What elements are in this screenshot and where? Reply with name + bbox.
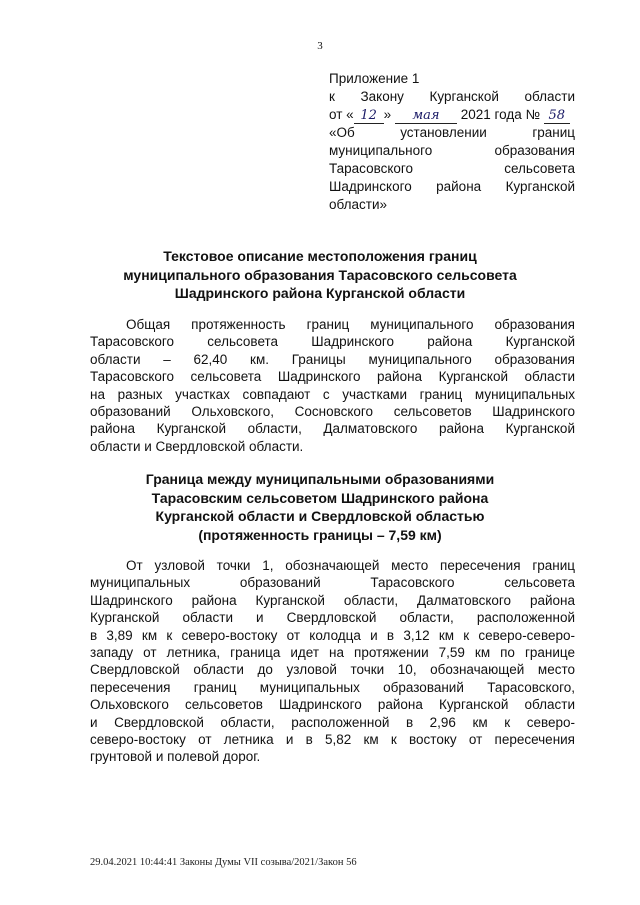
handwritten-month: мая [395, 109, 457, 124]
paragraph-line: Ольховского сельсоветов Шадринского района Курганской области [90, 697, 575, 713]
date-mid: » [383, 107, 392, 122]
paragraph-line: муниципальных образований Тарасовского сельсовета [90, 575, 575, 591]
intro-paragraph [90, 316, 575, 455]
annex-header [329, 70, 575, 214]
page-number: 3 [317, 40, 323, 52]
paragraph-line: в 3,89 км к северо-востоку от колодца и в 3,12 км к северо-северо- [90, 627, 575, 643]
law-title-line: Тарасовского сельсовета [329, 161, 575, 176]
paragraph-line: Шадринского района Курганской области, Далматовского района [90, 592, 575, 608]
law-title-line: «Об установлении границ [329, 125, 575, 140]
handwritten-day: 12 [354, 109, 384, 124]
main-title-line: Шадринского района Курганской области [174, 285, 466, 301]
paragraph-line: области и Свердловской области. [90, 438, 304, 454]
law-title-line: Шадринского района Курганской [329, 179, 575, 194]
paragraph-line: грунтовой и полевой дорог. [90, 749, 261, 765]
date-suffix: 2021 года № [460, 107, 540, 122]
main-title-line: Текстовое описание местоположения границ [163, 248, 477, 264]
paragraph-line: области – 62,40 км. Границы муниципального образования [90, 351, 575, 367]
law-title-line: области» [329, 197, 388, 212]
paragraph-line: От узловой точки 1, обозначающей место пересечения границ [126, 558, 575, 573]
paragraph-line: западу от летника, граница идет на протяжении 7,59 км по границе [90, 645, 575, 661]
paragraph-line: Тарасовского сельсовета Шадринского района Курганской области [90, 369, 575, 385]
document-footer: 29.04.2021 10:44:41 Законы Думы VII созыва/2021/Закон 56 [90, 857, 357, 868]
paragraph-line: Свердловской области до узловой точки 10, обозначающей место [90, 662, 575, 678]
annex-date-line [329, 106, 575, 124]
main-title-line: муниципального образования Тарасовского сельсовета [123, 266, 517, 283]
handwritten-law-number: 58 [544, 109, 570, 124]
section-title [80, 470, 560, 544]
paragraph-line: Курганской области и Свердловской области, расположенной [90, 610, 575, 626]
paragraph-line: северо-востоку от летника и в 5,82 км к востоку от пересечения [90, 732, 575, 748]
section-paragraph [90, 557, 575, 766]
date-prefix: от « [329, 107, 354, 122]
annex-label: Приложение 1 [329, 71, 420, 86]
main-title [80, 247, 560, 303]
section-title-line: Граница между муниципальными образованиями [145, 471, 495, 487]
paragraph-line: пересечения границ муниципальных образований Тарасовского, [90, 679, 575, 695]
section-title-line: Тарасовским сельсоветом Шадринского района [151, 489, 489, 506]
paragraph-line: Общая протяженность границ муниципального образования [126, 317, 575, 332]
section-title-line: Курганской области и Свердловской областью [155, 508, 485, 524]
paragraph-line: на разных участках совпадают с участками границ муниципальных [90, 386, 575, 402]
law-title-line: муниципального образования [329, 143, 575, 158]
paragraph-line: Тарасовского сельсовета Шадринского района Курганской [90, 334, 575, 350]
paragraph-line: образований Ольховского, Сосновского сельсоветов Шадринского [90, 404, 575, 420]
paragraph-line: и Свердловской области, расположенной в 2,96 км к северо- [90, 714, 575, 730]
paragraph-line: района Курганской области, Далматовского района Курганской [90, 421, 575, 437]
annex-law-reference: к Закону Курганской области [329, 89, 575, 104]
section-title-line: (протяженность границы – 7,59 км) [198, 526, 442, 543]
